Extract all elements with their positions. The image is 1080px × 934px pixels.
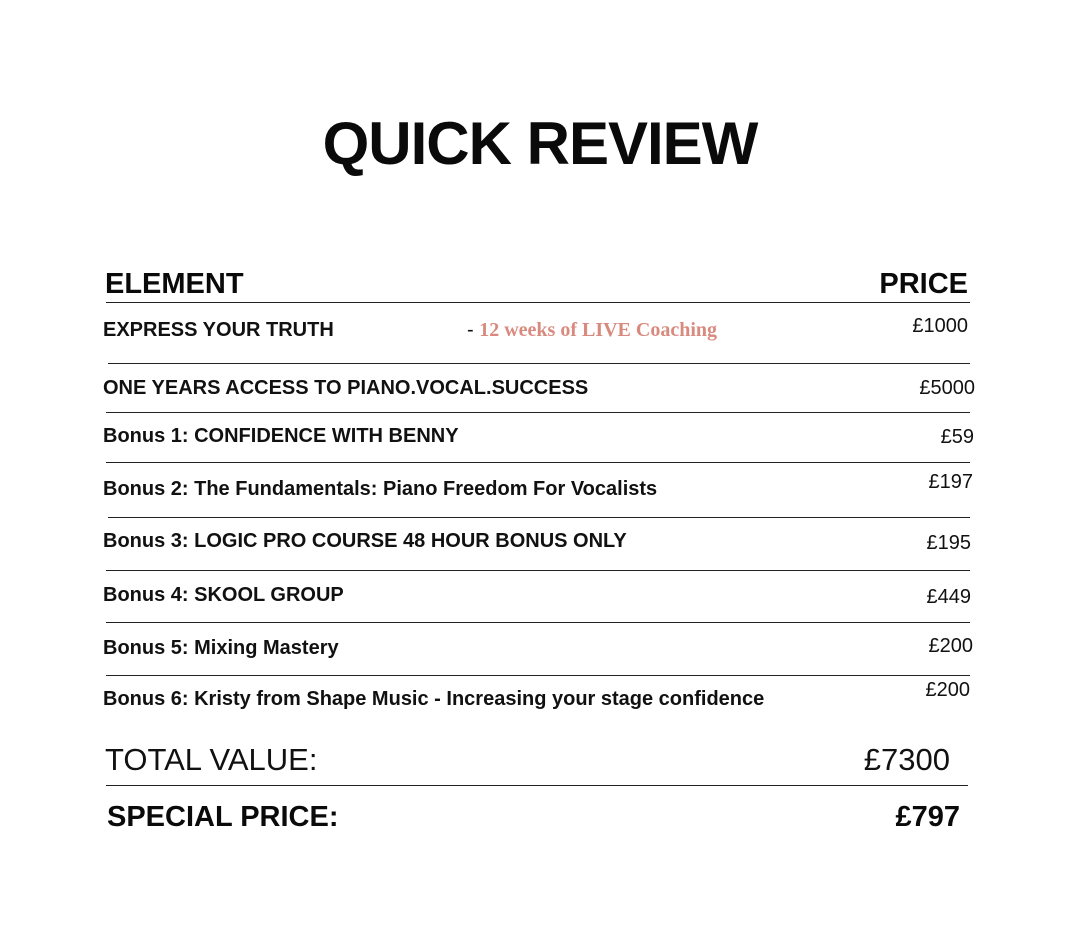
divider-total [106,785,968,786]
row-label-bonus-1: Bonus 1: CONFIDENCE WITH BENNY [103,425,459,447]
row-label-bonus-6: Bonus 6: Kristy from Shape Music - Increasing your stage confidence [103,688,765,710]
divider-row-4 [108,517,970,518]
row-label-express-your-truth: EXPRESS YOUR TRUTH [103,319,334,341]
row-note-live-coaching [467,317,717,343]
row-price-bonus-4: £449 [926,586,971,608]
row-price-bonus-3: £195 [926,532,971,554]
row-price-express-your-truth: £1000 [912,315,968,337]
special-price-label: SPECIAL PRICE: [107,801,339,833]
page-title: QUICK REVIEW [322,110,758,177]
note-text: 12 weeks of LIVE Coaching [479,319,718,341]
row-price-bonus-1: £59 [940,426,974,448]
row-label-bonus-2: Bonus 2: The Fundamentals: Piano Freedom For Vocalists [103,478,658,500]
row-label-bonus-5: Bonus 5: Mixing Mastery [103,637,339,659]
divider-header [106,302,970,303]
row-label-bonus-4: Bonus 4: SKOOL GROUP [103,584,344,606]
note-prefix: - [467,319,480,341]
row-label-bonus-3: Bonus 3: LOGIC PRO COURSE 48 HOUR BONUS ONLY [103,530,627,552]
header-price: PRICE [879,268,968,300]
divider-row-3 [106,462,970,463]
divider-row-7 [106,675,970,676]
row-price-bonus-5: £200 [928,635,973,657]
divider-row-1 [108,363,970,364]
total-value-label: TOTAL VALUE: [105,742,318,777]
row-price-piano-vocal-success: £5000 [919,377,975,399]
header-element: ELEMENT [105,268,244,300]
row-price-bonus-2: £197 [928,471,973,493]
total-value-price: £7300 [863,742,950,777]
divider-row-6 [106,622,970,623]
special-price-value: £797 [895,801,960,833]
divider-row-5 [106,570,970,571]
row-label-piano-vocal-success: ONE YEARS ACCESS TO PIANO.VOCAL.SUCCESS [103,377,589,399]
row-price-bonus-6: £200 [925,679,970,701]
divider-row-2 [106,412,970,413]
